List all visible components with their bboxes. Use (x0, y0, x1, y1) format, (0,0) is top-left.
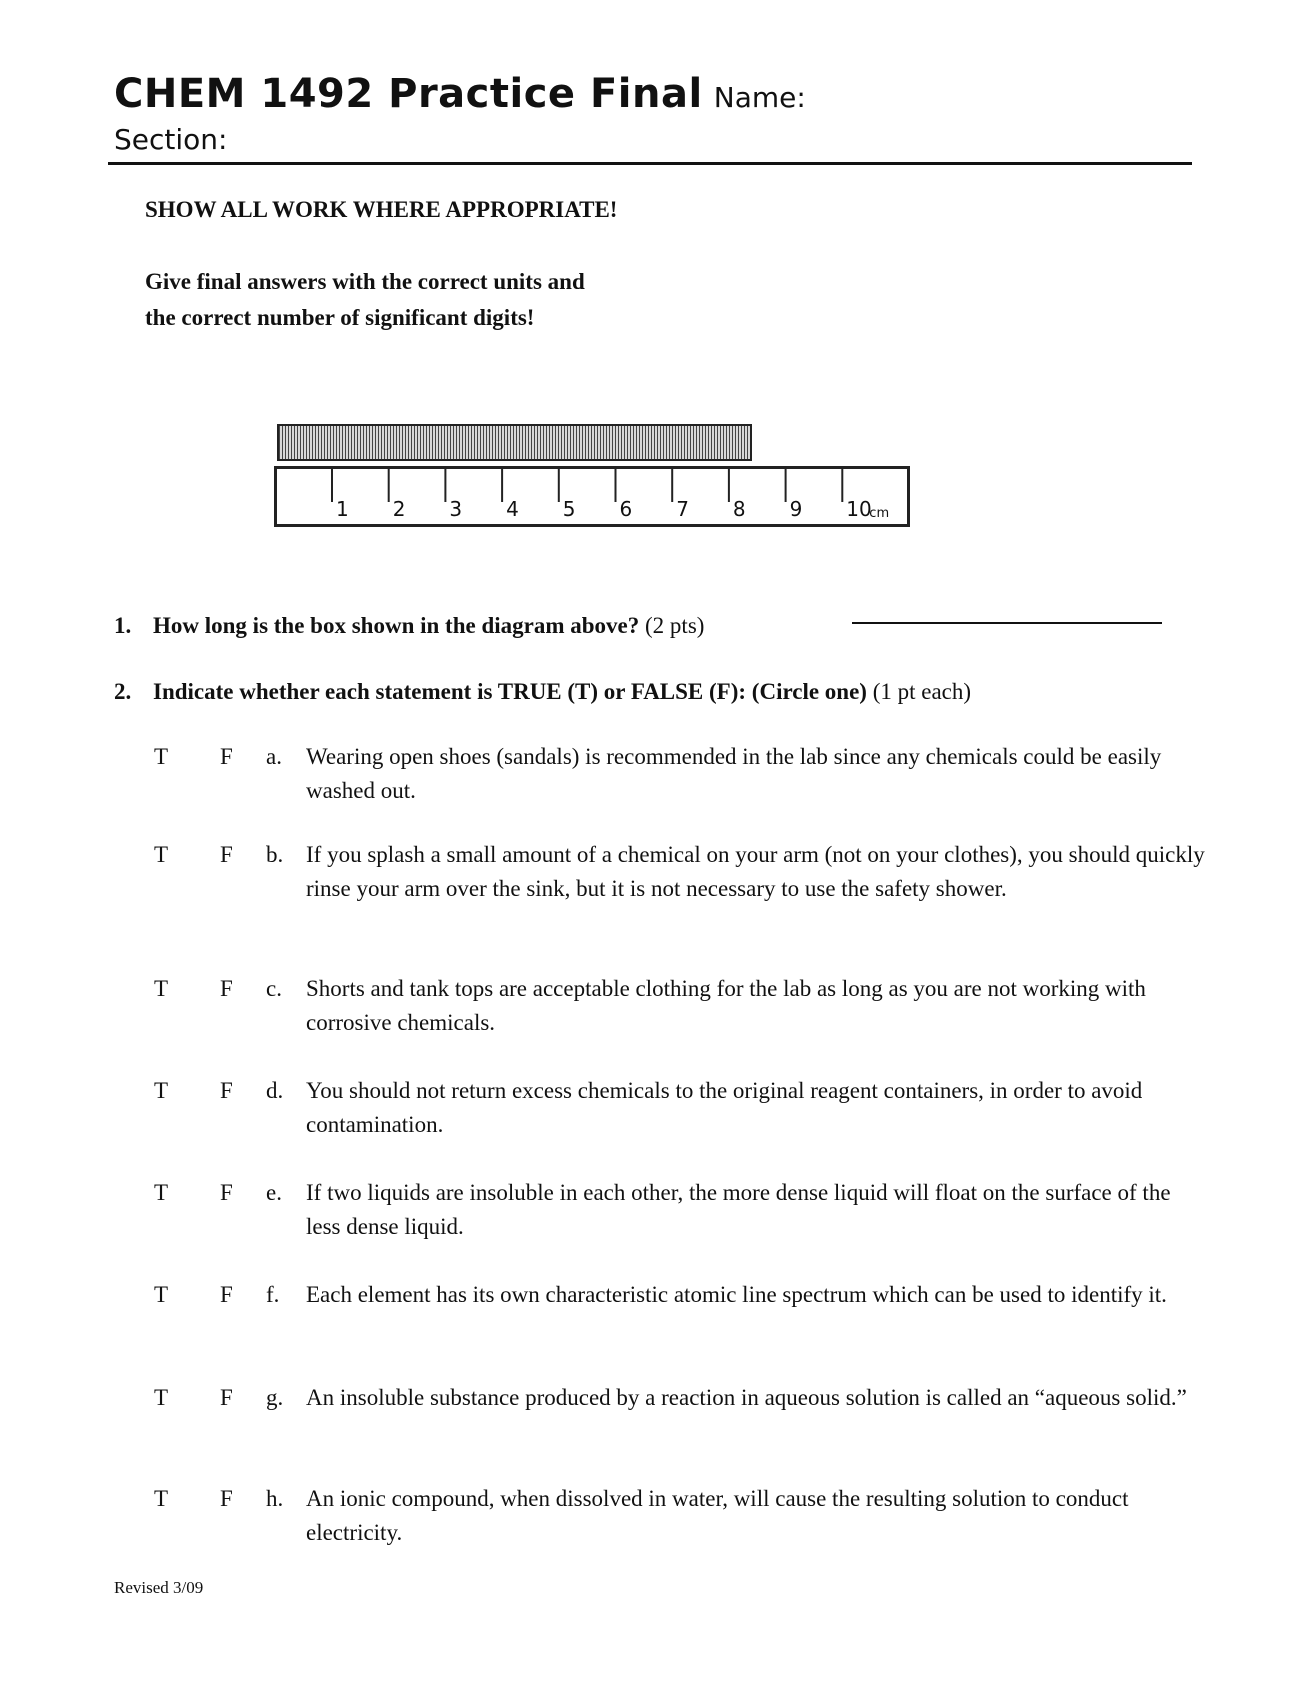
page-title-line (114, 71, 806, 117)
measured-box (277, 424, 752, 461)
header-divider (108, 162, 1192, 165)
question-1-text: How long is the box shown in the diagram above? (153, 613, 640, 638)
revision-note: Revised 3/09 (114, 1578, 204, 1597)
tf-true-option[interactable]: T (154, 1385, 169, 1410)
tf-item-letter: d. (266, 1078, 284, 1103)
instruction-units-line1: Give final answers with the correct units and (145, 269, 585, 294)
tf-false-option[interactable]: F (220, 1078, 233, 1103)
section-label: Section: (114, 123, 228, 156)
tf-item-letter: a. (266, 744, 282, 769)
ruler-tick-label: 9 (789, 497, 803, 521)
ruler-body (276, 468, 909, 526)
ruler-unit-label: cm (869, 506, 890, 521)
tf-true-option[interactable]: T (154, 1078, 169, 1103)
tf-true-option[interactable]: T (154, 744, 169, 769)
tf-true-option[interactable]: T (154, 1180, 169, 1205)
tf-false-option[interactable]: F (220, 1282, 233, 1307)
tf-false-option[interactable]: F (220, 842, 233, 867)
tf-item-letter: h. (266, 1486, 284, 1511)
ruler-tick-label: 8 (732, 497, 746, 521)
instruction-units-line2: the correct number of significant digits! (145, 305, 535, 330)
tf-item-letter: e. (266, 1180, 282, 1205)
instruction-show-work: SHOW ALL WORK WHERE APPROPRIATE! (145, 197, 618, 222)
tf-false-option[interactable]: F (220, 1180, 233, 1205)
ruler-tick-label: 6 (619, 497, 633, 521)
ruler-tick-label: 7 (676, 497, 689, 521)
tf-statement: If you splash a small amount of a chemical on your arm (not on your clothes), you should quickly rinse your arm over the sink, but it is not necessary to use the safety shower. (306, 842, 1205, 901)
ruler-tick-label: 4 (506, 497, 519, 521)
tf-statement: Each element has its own characteristic atomic line spectrum which can be used to identify it. (306, 1282, 1167, 1307)
tf-true-option[interactable]: T (154, 1282, 169, 1307)
question-1-points: (2 pts) (645, 613, 705, 638)
tf-false-option[interactable]: F (220, 744, 233, 769)
tf-item-letter: g. (266, 1385, 284, 1410)
question-1 (114, 614, 704, 637)
tf-item-letter: c. (266, 976, 282, 1001)
tf-false-option[interactable]: F (220, 976, 233, 1001)
question-1-answer-blank[interactable] (852, 622, 1162, 624)
tf-false-option[interactable]: F (220, 1486, 233, 1511)
tf-true-option[interactable]: T (154, 842, 169, 867)
name-label: Name: (713, 81, 806, 114)
tf-statement: Wearing open shoes (sandals) is recommended in the lab since any chemicals could be easily washed out. (306, 744, 1162, 803)
ruler-tick-label: 3 (449, 497, 463, 521)
question-2-text: Indicate whether each statement is TRUE (T) or FALSE (F): (Circle one) (153, 679, 867, 704)
tf-statement: If two liquids are insoluble in each other, the more dense liquid will float on the surface of the less dense liquid. (306, 1180, 1171, 1239)
question-2-number: 2. (114, 679, 132, 704)
page-title: CHEM 1492 Practice Final (114, 71, 703, 117)
ruler-diagram (274, 466, 914, 530)
ruler-tick-label: 1 (336, 497, 349, 521)
tf-statement: An insoluble substance produced by a reaction in aqueous solution is called an “aqueous solid.” (306, 1385, 1187, 1410)
tf-item-letter: b. (266, 842, 284, 867)
ruler-tick-label: 5 (562, 497, 576, 521)
tf-statement: You should not return excess chemicals to the original reagent containers, in order to avoid contamination. (306, 1078, 1143, 1137)
tf-true-option[interactable]: T (154, 1486, 169, 1511)
tf-true-option[interactable]: T (154, 976, 169, 1001)
question-1-number: 1. (114, 613, 132, 638)
question-2 (114, 680, 971, 703)
ruler-tick-label: 2 (392, 497, 406, 521)
tf-false-option[interactable]: F (220, 1385, 233, 1410)
ruler-tick-label: 10 (846, 497, 872, 521)
tf-statement: Shorts and tank tops are acceptable clothing for the lab as long as you are not working with corrosive chemicals. (306, 976, 1146, 1035)
tf-item-letter: f. (266, 1282, 280, 1307)
question-2-points: (1 pt each) (872, 679, 972, 704)
tf-statement: An ionic compound, when dissolved in water, will cause the resulting solution to conduct electricity. (306, 1486, 1129, 1545)
